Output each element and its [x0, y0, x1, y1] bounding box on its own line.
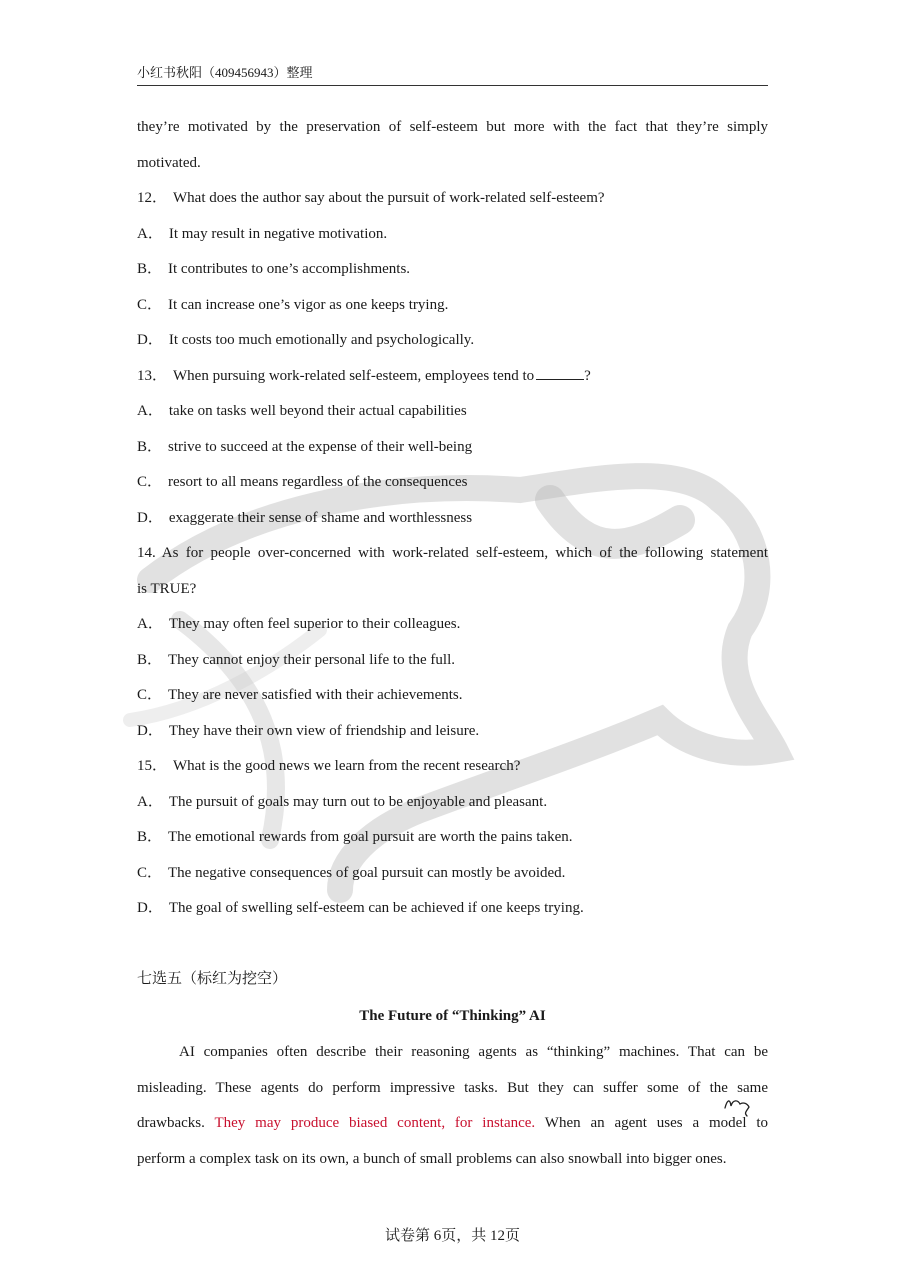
question-15-option-c: [137, 856, 768, 892]
question-12-option-d: [137, 323, 768, 359]
header-text: 小红书秋阳（409456943）整理: [137, 65, 313, 80]
question-14-option-c: [137, 678, 768, 714]
article-body: [137, 1035, 768, 1177]
question-13-option-a: [137, 394, 768, 430]
question-stem: What is the good news we learn from the recent research?: [173, 758, 521, 774]
option-label: C．: [137, 864, 163, 881]
option-label: A．: [137, 616, 163, 632]
option-label: D．: [137, 900, 163, 916]
option-text: It may result in negative motivation.: [168, 225, 388, 242]
option-text: It costs too much emotionally and psychologically.: [168, 332, 475, 348]
questions-block: [137, 110, 768, 927]
option-label: B．: [137, 651, 163, 668]
question-number: 15．: [137, 758, 168, 774]
option-text: They have their own view of friendship and leisure.: [168, 722, 480, 739]
continuation-line-1: they’re motivated by the preservation of self-esteem but more with the fact that they’re simply: [137, 119, 768, 135]
pen-scribble-mark: [722, 1094, 752, 1118]
question-stem: As for people over-concerned with work-related self-esteem, which of the following statement: [161, 545, 768, 561]
option-text: It can increase one’s vigor as one keeps trying.: [168, 296, 449, 313]
option-label: A．: [137, 403, 163, 419]
question-stem-end: ?: [584, 367, 591, 384]
question-15-stem: [137, 749, 768, 785]
option-text: The emotional rewards from goal pursuit are worth the pains taken.: [168, 829, 573, 845]
question-15-option-b: [137, 820, 768, 856]
option-label: C．: [137, 687, 163, 703]
question-12-option-b: [137, 252, 768, 288]
question-number: 13．: [137, 367, 168, 384]
option-label: D．: [137, 722, 163, 739]
question-15-option-a: [137, 785, 768, 821]
article-line-4: perform a complex task on its own, a bunch of small problems can also snowball into bigger ones.: [137, 1150, 727, 1167]
article-line-1: AI companies often describe their reasoning agents as “thinking” machines. That can be: [179, 1044, 768, 1060]
question-12-option-a: [137, 217, 768, 253]
option-text: exaggerate their sense of shame and worthlessness: [168, 509, 473, 526]
option-label: A．: [137, 225, 163, 242]
option-text: They are never satisfied with their achievements.: [168, 687, 463, 703]
question-number: 14.: [137, 545, 156, 561]
option-label: D．: [137, 332, 163, 348]
option-text: They cannot enjoy their personal life to the full.: [168, 651, 456, 668]
question-12-stem: [137, 181, 768, 217]
page-header: [137, 64, 768, 86]
article-line-3: [137, 1106, 768, 1142]
option-label: A．: [137, 793, 163, 810]
question-number: 12．: [137, 190, 168, 206]
article-title: The Future of “Thinking” AI: [359, 1008, 546, 1024]
option-text: strive to succeed at the expense of their well-being: [168, 438, 473, 455]
option-text: The pursuit of goals may turn out to be enjoyable and pleasant.: [168, 793, 548, 810]
option-label: D．: [137, 509, 163, 526]
question-13-option-c: [137, 465, 768, 501]
question-13-option-d: [137, 501, 768, 537]
article-text: When an agent uses a model to: [544, 1115, 769, 1131]
option-text: take on tasks well beyond their actual capabilities: [168, 403, 467, 419]
page-footer: 试卷第 6页，共 12页: [384, 1228, 520, 1244]
question-14-option-b: [137, 643, 768, 679]
option-text: It contributes to one’s accomplishments.: [168, 261, 411, 277]
question-12-option-c: [137, 288, 768, 324]
article-text: drawbacks.: [137, 1115, 205, 1131]
question-13-stem: [137, 359, 768, 395]
continuation-line-2: motivated.: [137, 154, 201, 171]
option-text: The goal of swelling self-esteem can be achieved if one keeps trying.: [168, 900, 584, 916]
question-14-stem-line-2: is TRUE?: [137, 580, 197, 597]
option-text: They may often feel superior to their colleagues.: [168, 616, 461, 632]
option-label: B．: [137, 261, 163, 277]
option-label: B．: [137, 829, 163, 845]
option-label: B．: [137, 438, 163, 455]
highlighted-blank-sentence: They may produce biased content, for instance.: [214, 1115, 536, 1131]
answer-blank: [536, 365, 584, 380]
question-14-option-a: [137, 607, 768, 643]
question-13-option-b: [137, 430, 768, 466]
section-heading: 七选五（标红为挖空）: [137, 971, 288, 987]
option-label: C．: [137, 474, 163, 490]
option-text: resort to all means regardless of the consequences: [168, 474, 468, 490]
option-label: C．: [137, 296, 163, 313]
question-14-stem-line-1: [137, 536, 768, 572]
option-text: The negative consequences of goal pursuit can mostly be avoided.: [168, 864, 566, 881]
article-line-2: misleading. These agents do perform impressive tasks. But they can suffer some of the same: [137, 1079, 768, 1096]
question-14-option-d: [137, 714, 768, 750]
question-stem: When pursuing work-related self-esteem, employees tend to: [173, 367, 535, 384]
question-stem: What does the author say about the pursuit of work-related self-esteem?: [173, 190, 605, 206]
question-15-option-d: [137, 891, 768, 927]
